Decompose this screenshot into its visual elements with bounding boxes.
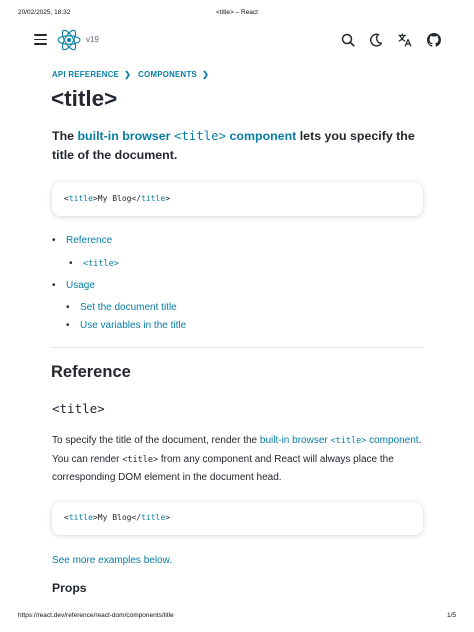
link-code: <title>	[173, 128, 227, 143]
toc-label: Set the document title	[80, 302, 177, 313]
breadcrumb-components[interactable]: COMPONENTS	[138, 70, 198, 79]
print-page-title: <title> – React	[216, 9, 258, 16]
code-line: <title>My Blog</title>	[64, 194, 171, 203]
props-heading: Props	[52, 581, 87, 595]
intro-text	[52, 126, 432, 165]
para-text: To specify the title of the document, render the	[52, 435, 260, 446]
reference-heading: Reference	[51, 363, 131, 381]
built-in-browser-title-link[interactable]	[77, 129, 296, 143]
para-text: from any component and React will always place the corresponding DOM element in the document head.	[52, 453, 394, 483]
para-text: . You can render	[52, 435, 422, 465]
title-subheading: <title>	[52, 401, 105, 416]
toc-label: Usage	[66, 280, 95, 291]
github-icon[interactable]	[427, 33, 441, 47]
toc-item-set-title[interactable]	[66, 302, 177, 313]
toc-label: Reference	[66, 235, 113, 246]
link-text: built-in browser	[259, 435, 331, 446]
print-url: https://react.dev/reference/react-dom/components/title	[18, 612, 174, 619]
divider	[52, 347, 423, 348]
toc-item-title[interactable]	[69, 258, 119, 269]
toc-label: Use variables in the title	[80, 320, 187, 331]
chevron-right-icon: ❯	[124, 70, 132, 79]
see-more-examples-link[interactable]: See more examples below.	[52, 555, 173, 566]
inline-code: <title>	[122, 454, 159, 465]
toc-item-use-variables[interactable]	[66, 320, 187, 331]
link-text: component	[369, 435, 419, 446]
bullet-icon: •	[52, 280, 56, 291]
bullet-icon: •	[69, 258, 73, 269]
print-date: 20/02/2025, 18:32	[18, 9, 71, 16]
print-footer	[18, 612, 456, 622]
menu-icon[interactable]	[34, 34, 47, 45]
toc-item-reference[interactable]	[52, 235, 113, 246]
code-line: <title>My Blog</title>	[64, 513, 171, 522]
top-nav	[0, 27, 474, 53]
page-title: <title>	[51, 86, 118, 111]
intro-suffix: lets you specify the title of the document.	[52, 129, 415, 162]
breadcrumb-api-reference[interactable]: API REFERENCE	[52, 70, 120, 79]
reference-paragraph	[52, 432, 427, 487]
code-block	[52, 182, 423, 216]
bullet-icon: •	[66, 320, 70, 331]
chevron-right-icon: ❯	[202, 70, 210, 79]
intro-prefix: The	[52, 129, 78, 143]
search-icon[interactable]	[341, 33, 355, 47]
link-text: component	[226, 129, 297, 143]
breadcrumb	[52, 70, 216, 79]
toc-label: <title>	[83, 259, 119, 269]
built-in-browser-title-link[interactable]	[260, 435, 419, 446]
toc-item-usage[interactable]	[52, 280, 95, 291]
link-text: built-in browser	[77, 129, 174, 143]
react-logo-icon[interactable]	[56, 27, 82, 53]
bullet-icon: •	[66, 302, 70, 313]
moon-icon[interactable]	[369, 33, 383, 47]
print-header	[18, 9, 456, 21]
print-page-number: 1/5	[446, 612, 456, 619]
bullet-icon: •	[52, 235, 56, 246]
code-block	[52, 502, 423, 535]
link-code: <title>	[330, 436, 367, 446]
translate-icon[interactable]	[398, 33, 412, 47]
version-label[interactable]: v19	[86, 35, 99, 44]
